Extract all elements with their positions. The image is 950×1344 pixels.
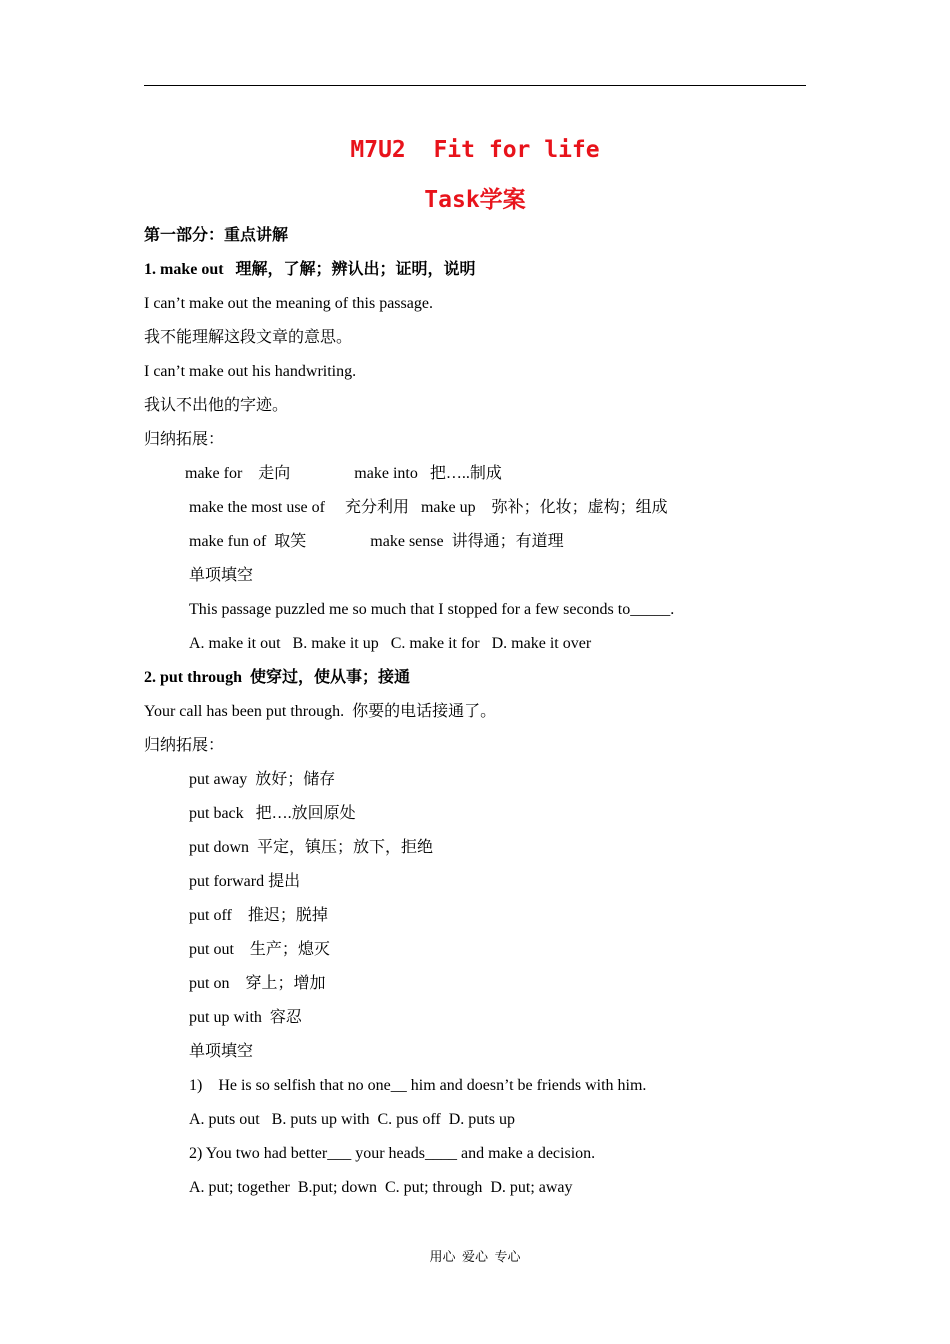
text-line: put on 穿上；增加 (189, 975, 326, 992)
text-line: 1) He is so selfish that no one__ him and doesn’t be friends with him. (189, 1077, 647, 1094)
text-line: I can’t make out his handwriting. (144, 363, 357, 380)
text-line: 第一部分：重点讲解 (144, 227, 289, 244)
text-line: 2) You two had better___ your heads____ and make a decision. (189, 1145, 596, 1162)
text-line: 我不能理解这段文章的意思。 (144, 329, 353, 346)
text-line: 归纳拓展： (144, 737, 225, 754)
text-line: 1. make out 理解，了解；辨认出；证明，说明 (144, 261, 476, 278)
text-line: put off 推迟；脱掉 (189, 907, 328, 924)
text-line: put back 把….放回原处 (189, 805, 356, 822)
document-title: M7U2 Fit for life (350, 137, 600, 163)
text-line: put forward 提出 (189, 873, 301, 890)
text-line: put down 平定，镇压；放下，拒绝 (189, 839, 434, 856)
text-line: make fun of 取笑 make sense 讲得通；有道理 (189, 533, 564, 550)
document-subtitle: Task学案 (424, 187, 526, 213)
header-rule (144, 85, 806, 86)
text-line: 我认不出他的字迹。 (144, 397, 289, 414)
text-line: A. puts out B. puts up with C. pus off D. puts up (189, 1111, 515, 1128)
text-line: put out 生产；熄灭 (189, 941, 330, 958)
text-line: 单项填空 (189, 567, 254, 584)
text-line: put up with 容忍 (189, 1009, 302, 1026)
text-line: 归纳拓展： (144, 431, 225, 448)
text-line: 单项填空 (189, 1043, 254, 1060)
text-line: make the most use of 充分利用 make up 弥补；化妆；虚构；组成 (189, 499, 668, 516)
text-line: Your call has been put through. 你要的电话接通了。 (144, 703, 497, 720)
text-line: A. put; together B.put; down C. put; through D. put; away (189, 1179, 573, 1196)
text-line: put away 放好；储存 (189, 771, 336, 788)
page-footer: 用心 爱心 专心 (429, 1249, 521, 1264)
text-line: 2. put through 使穿过，使从事；接通 (144, 669, 410, 686)
text-line: make for 走向 make into 把…..制成 (185, 465, 502, 482)
text-line: A. make it out B. make it up C. make it for D. make it over (189, 635, 592, 652)
text-line: I can’t make out the meaning of this passage. (144, 295, 433, 312)
text-line: This passage puzzled me so much that I stopped for a few seconds to_____. (189, 601, 675, 618)
